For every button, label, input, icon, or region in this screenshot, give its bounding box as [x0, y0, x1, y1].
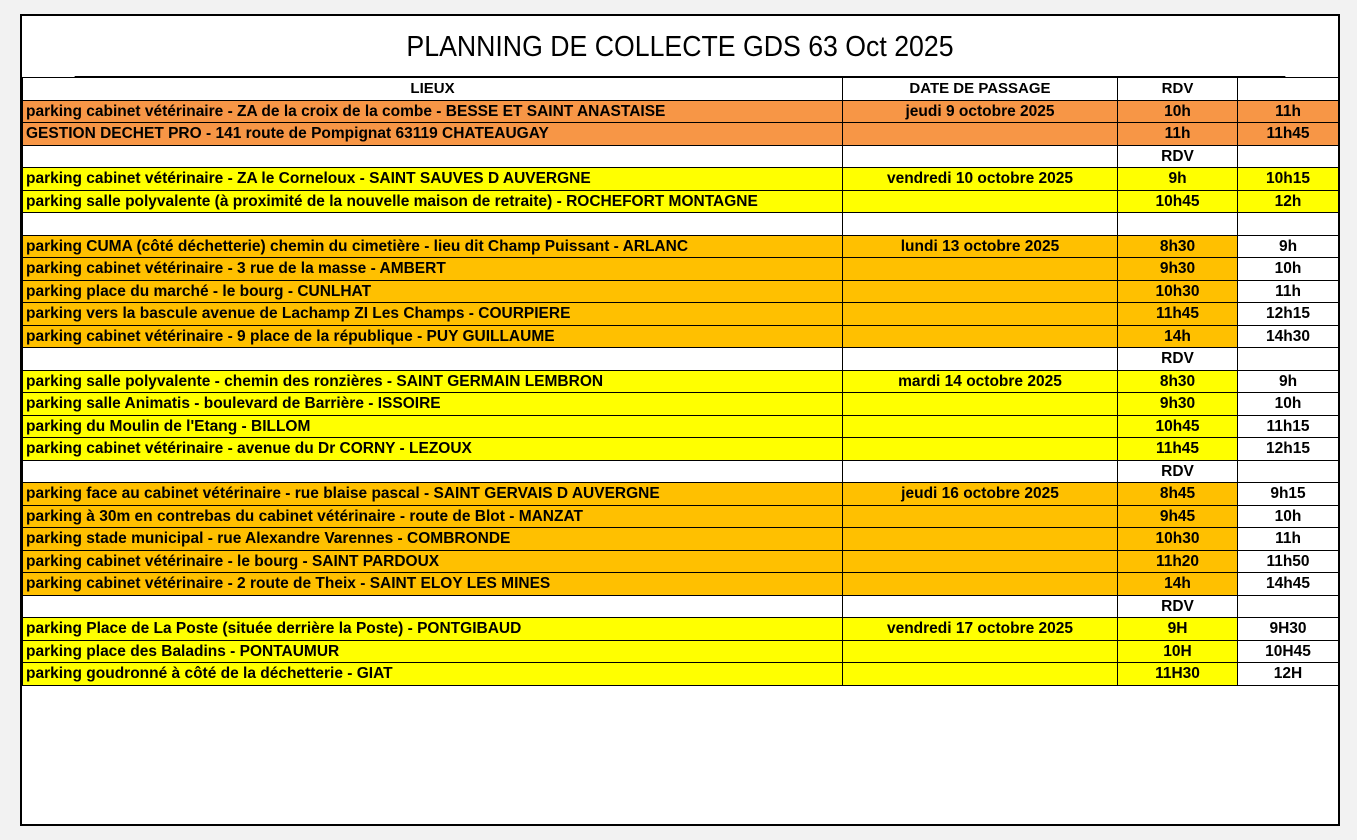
end-time-cell: 11h45	[1238, 123, 1339, 146]
location-address: parking face au cabinet vétérinaire - rue blaise pascal -	[26, 485, 434, 503]
start-time-cell: 14h	[1118, 325, 1238, 348]
location-town: BILLOM	[251, 417, 311, 435]
table-row	[23, 393, 1339, 416]
location-cell	[23, 168, 843, 191]
start-time-cell: 11h20	[1118, 550, 1238, 573]
location-town: ISSOIRE	[377, 395, 441, 413]
start-time-cell: 9H	[1118, 618, 1238, 641]
table-row	[23, 573, 1339, 596]
table-row	[23, 640, 1339, 663]
location-town: AMBERT	[379, 260, 446, 278]
end-time-cell: 9h15	[1238, 483, 1339, 506]
location-cell	[23, 100, 843, 123]
end-time-cell: 11h	[1238, 280, 1339, 303]
location-cell	[23, 438, 843, 461]
location-town: GIAT	[356, 665, 393, 683]
date-cell: lundi 13 octobre 2025	[843, 235, 1118, 258]
end-time-cell: 11h50	[1238, 550, 1339, 573]
date-cell	[843, 190, 1118, 213]
separator-row	[23, 348, 1339, 371]
empty-cell	[1238, 213, 1339, 236]
location-cell	[23, 235, 843, 258]
end-time-cell: 12h15	[1238, 303, 1339, 326]
location-cell	[23, 640, 843, 663]
schedule-sheet	[20, 14, 1340, 826]
start-time-cell: 10h30	[1118, 280, 1238, 303]
location-cell	[23, 483, 843, 506]
date-cell: jeudi 16 octobre 2025	[843, 483, 1118, 506]
empty-cell	[843, 348, 1118, 371]
location-town: COURPIERE	[478, 305, 571, 323]
location-town: LEZOUX	[409, 440, 472, 458]
empty-cell	[23, 213, 843, 236]
end-time-cell: 10h	[1238, 505, 1339, 528]
location-town: PUY GUILLAUME	[426, 327, 555, 345]
end-time-cell: 12H	[1238, 663, 1339, 686]
table-row	[23, 303, 1339, 326]
empty-cell	[843, 595, 1118, 618]
location-cell	[23, 303, 843, 326]
date-cell	[843, 258, 1118, 281]
start-time-cell: 11h45	[1118, 438, 1238, 461]
table-row	[23, 280, 1339, 303]
location-address: parking cabinet vétérinaire - 2 route de Theix -	[26, 575, 370, 593]
empty-cell	[23, 595, 843, 618]
location-cell	[23, 550, 843, 573]
start-time-cell: 9h	[1118, 168, 1238, 191]
location-address: parking cabinet vétérinaire - le bourg -	[26, 552, 312, 570]
header-end	[1238, 78, 1339, 101]
end-time-cell: 10h	[1238, 258, 1339, 281]
start-time-cell: 10h45	[1118, 190, 1238, 213]
location-address: parking place des Baladins -	[26, 642, 240, 660]
location-cell	[23, 663, 843, 686]
location-town: SAINT ELOY LES MINES	[369, 575, 551, 593]
location-town: PONTAUMUR	[239, 642, 340, 660]
empty-cell	[23, 460, 843, 483]
table-row	[23, 663, 1339, 686]
location-address: parking stade municipal - rue Alexandre Varennes -	[26, 530, 408, 548]
rdv-label: RDV	[1118, 595, 1238, 618]
separator-row	[23, 460, 1339, 483]
end-time-cell: 12h15	[1238, 438, 1339, 461]
end-time-cell: 11h	[1238, 528, 1339, 551]
end-time-cell: 11h15	[1238, 415, 1339, 438]
header-rdv: RDV	[1118, 78, 1238, 101]
date-cell	[843, 325, 1118, 348]
table-row	[23, 528, 1339, 551]
date-cell: jeudi 9 octobre 2025	[843, 100, 1118, 123]
location-cell	[23, 505, 843, 528]
location-address: parking place du marché - le bourg -	[26, 282, 298, 300]
empty-cell	[23, 145, 843, 168]
location-address: parking cabinet vétérinaire - 9 place de la république -	[26, 327, 427, 345]
end-time-cell: 10H45	[1238, 640, 1339, 663]
location-address: parking goudronné à côté de la déchetterie -	[26, 665, 357, 683]
end-time-cell: 10h	[1238, 393, 1339, 416]
table-row	[23, 100, 1339, 123]
location-town: MANZAT	[518, 507, 583, 525]
location-cell	[23, 618, 843, 641]
date-cell	[843, 303, 1118, 326]
table-row	[23, 618, 1339, 641]
schedule-table	[22, 77, 1339, 686]
header-date: DATE DE PASSAGE	[843, 78, 1118, 101]
end-time-cell: 10h15	[1238, 168, 1339, 191]
table-row	[23, 505, 1339, 528]
end-time-cell: 9H30	[1238, 618, 1339, 641]
end-time-cell: 9h	[1238, 370, 1339, 393]
table-row	[23, 168, 1339, 191]
location-town: ROCHEFORT MONTAGNE	[566, 192, 758, 210]
table-row	[23, 415, 1339, 438]
separator-row	[23, 595, 1339, 618]
location-cell	[23, 123, 843, 146]
rdv-label: RDV	[1118, 145, 1238, 168]
location-address: parking cabinet vétérinaire - 3 rue de la masse -	[26, 260, 380, 278]
date-cell	[843, 573, 1118, 596]
location-town: CHATEAUGAY	[442, 125, 549, 143]
date-cell	[843, 528, 1118, 551]
empty-cell	[843, 145, 1118, 168]
date-cell: mardi 14 octobre 2025	[843, 370, 1118, 393]
end-time-cell: 14h30	[1238, 325, 1339, 348]
start-time-cell: 9h30	[1118, 393, 1238, 416]
location-cell	[23, 258, 843, 281]
table-header-row	[23, 78, 1339, 101]
date-cell: vendredi 17 octobre 2025	[843, 618, 1118, 641]
location-town: SAINT PARDOUX	[311, 552, 440, 570]
date-cell	[843, 123, 1118, 146]
table-row	[23, 550, 1339, 573]
rdv-label: RDV	[1118, 460, 1238, 483]
table-row	[23, 325, 1339, 348]
end-time-cell: 12h	[1238, 190, 1339, 213]
start-time-cell: 11H30	[1118, 663, 1238, 686]
empty-cell	[843, 213, 1118, 236]
separator-row	[23, 145, 1339, 168]
location-address: parking CUMA (côté déchetterie) chemin du cimetière - lieu dit Champ Puissant -	[26, 237, 623, 255]
location-address: parking vers la bascule avenue de Lachamp ZI Les Champs -	[26, 305, 479, 323]
location-address: parking du Moulin de l'Etang -	[26, 417, 251, 435]
table-row	[23, 370, 1339, 393]
start-time-cell: 11h	[1118, 123, 1238, 146]
location-cell	[23, 280, 843, 303]
start-time-cell: 8h30	[1118, 235, 1238, 258]
rdv-label: RDV	[1118, 348, 1238, 371]
location-town: CUNLHAT	[297, 282, 372, 300]
location-cell	[23, 528, 843, 551]
location-address: parking à 30m en contrebas du cabinet vétérinaire - route de Blot -	[26, 507, 519, 525]
location-cell	[23, 325, 843, 348]
location-address: parking salle polyvalente (à proximité de la nouvelle maison de retraite) -	[26, 192, 567, 210]
separator-row	[23, 213, 1339, 236]
empty-cell	[1238, 460, 1339, 483]
start-time-cell: 10h	[1118, 100, 1238, 123]
location-address: parking cabinet vétérinaire - ZA le Corneloux -	[26, 170, 370, 188]
date-cell	[843, 640, 1118, 663]
start-time-cell: 10h30	[1118, 528, 1238, 551]
header-lieux: LIEUX	[23, 78, 843, 101]
location-town: COMBRONDE	[407, 530, 511, 548]
location-cell	[23, 415, 843, 438]
table-row	[23, 438, 1339, 461]
end-time-cell: 11h	[1238, 100, 1339, 123]
empty-cell	[843, 460, 1118, 483]
location-address: parking salle polyvalente - chemin des ronzières -	[26, 372, 397, 390]
table-row	[23, 235, 1339, 258]
location-address: parking salle Animatis - boulevard de Barrière -	[26, 395, 378, 413]
end-time-cell: 14h45	[1238, 573, 1339, 596]
empty-cell	[1238, 348, 1339, 371]
start-time-cell: 14h	[1118, 573, 1238, 596]
date-cell	[843, 280, 1118, 303]
location-address: parking cabinet vétérinaire - avenue du Dr CORNY -	[26, 440, 410, 458]
start-time-cell: 8h30	[1118, 370, 1238, 393]
date-cell	[843, 505, 1118, 528]
table-row	[23, 123, 1339, 146]
date-cell	[843, 438, 1118, 461]
start-time-cell: 10h45	[1118, 415, 1238, 438]
location-town: BESSE ET SAINT ANASTAISE	[445, 102, 666, 120]
location-town: SAINT GERVAIS D AUVERGNE	[433, 485, 660, 503]
location-town: PONTGIBAUD	[417, 620, 522, 638]
start-time-cell: 9h45	[1118, 505, 1238, 528]
start-time-cell: 8h45	[1118, 483, 1238, 506]
empty-cell	[1238, 145, 1339, 168]
location-cell	[23, 393, 843, 416]
location-cell	[23, 370, 843, 393]
empty-cell	[23, 348, 843, 371]
page-title: PLANNING DE COLLECTE GDS 63 Oct 2025	[75, 16, 1286, 77]
date-cell	[843, 415, 1118, 438]
date-cell	[843, 393, 1118, 416]
location-town: SAINT GERMAIN LEMBRON	[396, 372, 604, 390]
rdv-label	[1118, 213, 1238, 236]
location-town: SAINT SAUVES D AUVERGNE	[369, 170, 591, 188]
empty-cell	[1238, 595, 1339, 618]
end-time-cell: 9h	[1238, 235, 1339, 258]
date-cell	[843, 550, 1118, 573]
date-cell	[843, 663, 1118, 686]
location-cell	[23, 573, 843, 596]
location-town: ARLANC	[622, 237, 689, 255]
location-cell	[23, 190, 843, 213]
location-address: parking Place de La Poste (située derrière la Poste) -	[26, 620, 418, 638]
table-row	[23, 258, 1339, 281]
location-address: parking cabinet vétérinaire - ZA de la croix de la combe -	[26, 102, 446, 120]
table-row	[23, 190, 1339, 213]
start-time-cell: 9h30	[1118, 258, 1238, 281]
date-cell: vendredi 10 octobre 2025	[843, 168, 1118, 191]
location-address: GESTION DECHET PRO - 141 route de Pompignat 63119	[26, 125, 443, 143]
start-time-cell: 11h45	[1118, 303, 1238, 326]
table-row	[23, 483, 1339, 506]
start-time-cell: 10H	[1118, 640, 1238, 663]
